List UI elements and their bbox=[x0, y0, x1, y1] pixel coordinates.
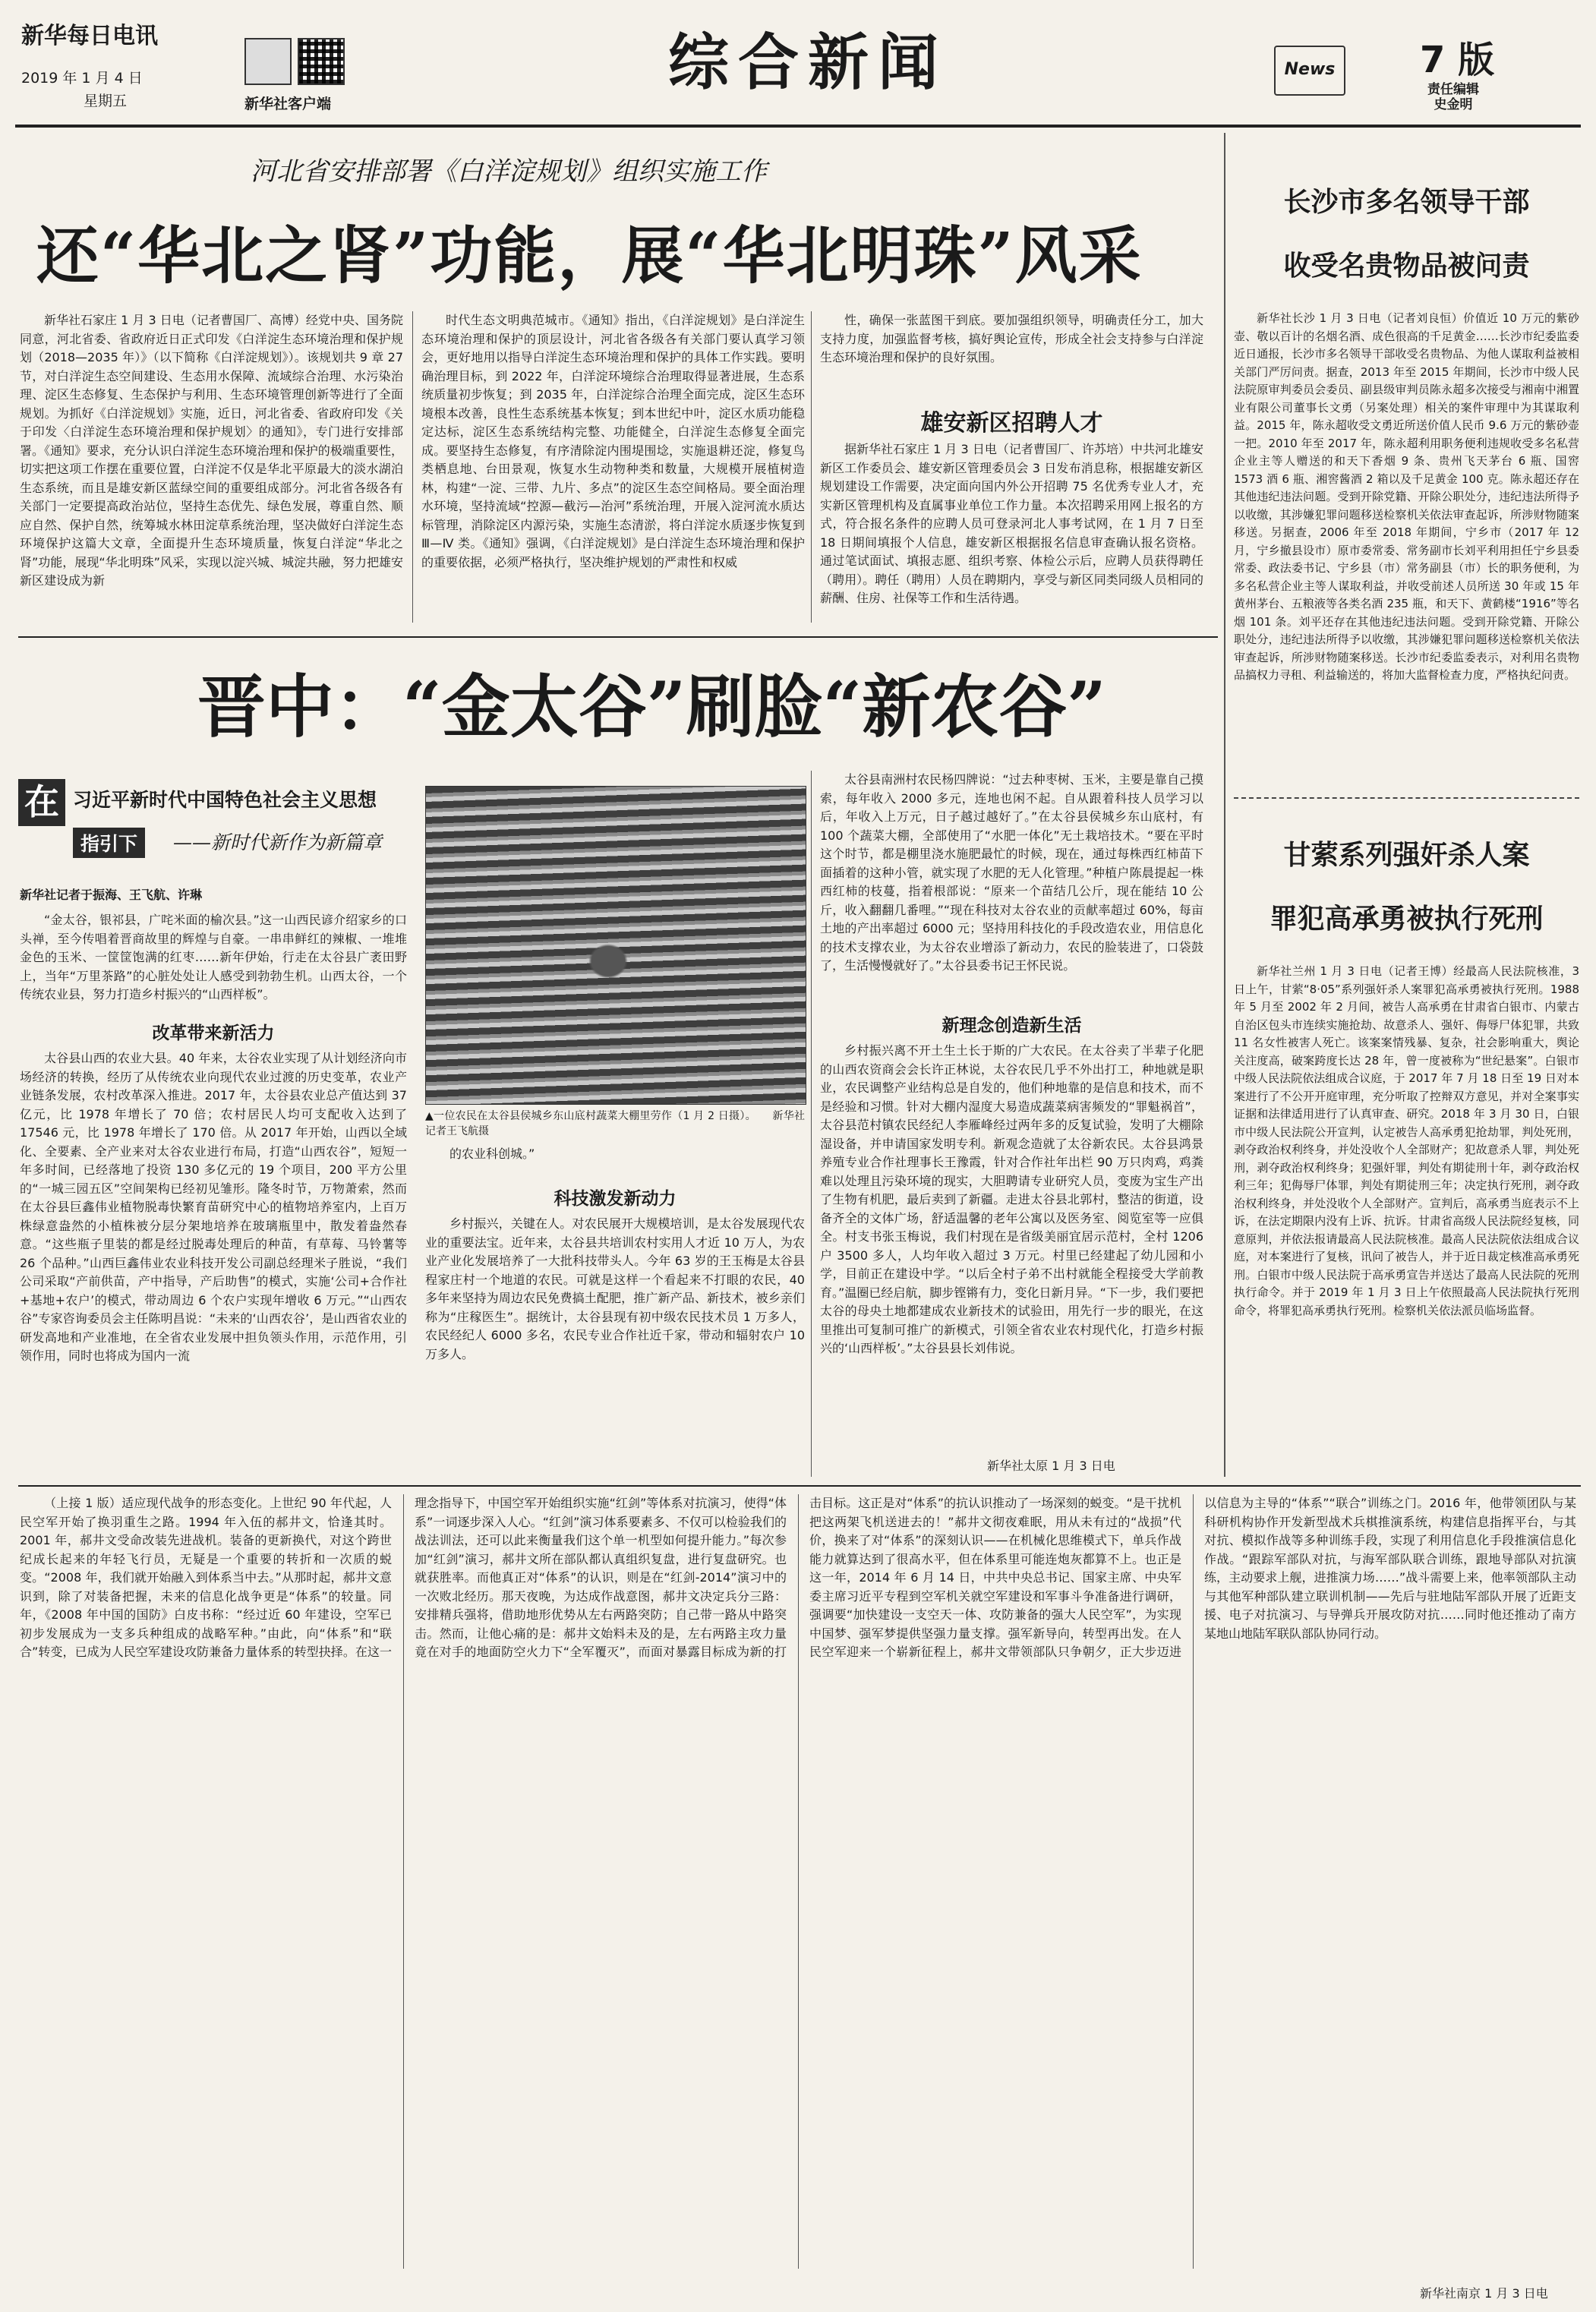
xiongan-headline: 雄安新区招聘人才 bbox=[920, 410, 1103, 437]
changsha-headline-1: 长沙市多名领导干部 bbox=[1283, 186, 1530, 218]
changsha-body: 新华社长沙 1 月 3 日电（记者刘良恒）价值近 10 万元的紫砂壶、敬以百计的名烟名酒、成色很高的千足黄金……长沙市纪委监委近日通报，长沙市多名领导干部收受名贵物品、为他人谋取利益被相关部门严厉问责。据查，2013 年至 2015 年期间，长沙市中级人民法院原审判委员会委员、副县级审判员陈永超多次接受与湘南中湘置业有限公司董事长文勇（另案处理）相关的案件审理中为其谋取利益。2015 年，陈永超收受文勇近所送价值人民币 9.6 万元的紫砂壶一把。2010 年至 2017 年，陈永超利用职务便利违规收受多名私营企业主等人赠送的和天下香烟 9 条、贵州飞天茅台 6 瓶、国窖 1573 酒 6 瓶、湘窖酱酒 2 箱以及千足黄金 100 克。陈永超还存在其他违纪违法问题。受到开除党籍、开除公职处分，违纪违法所得予以收缴，其涉嫌犯罪问题移送检察机关依法审查起诉，所涉财物随案移送。另据查，2006 年至 2018 年期间，宁乡市（2017 年 12 月，宁乡撤县设市）原市委常委、常务副市长刘平利用担任宁乡县委常委、政法委书记、宁乡县（市）常务副县（市）长的职务便利，为多名私营企业主等人谋取利益，并收受前述人员所送 30 年或 15 年黄州茅台、五粮液等各类名酒 235 瓶，和天下、黄鹤楼“1916”等名烟 101 条。刘平还存在其他违纪违法问题。受到开除党籍、开除公职处分，违纪违法所得予以收缴，其涉嫌犯罪问题移送检察机关依法审查起诉，所涉财物随案移送。长沙市纪委监委表示，对利用名贵物品搞权力寻租、利益输送的，将加大监督检查力度，严格执纪问责。 bbox=[1234, 311, 1579, 682]
news-logo-icon: News bbox=[1274, 46, 1345, 96]
jinzhong-intro: “金太谷，银祁县，广咤米面的榆次县。”这一山西民谚介绍家乡的口头禅，至今传唱着晋商故里的辉煌与自豪。一串串鲜红的辣椒、一堆堆金色的玉米、一筐筐饱满的红枣……新年伊始，行走在太谷县广袤田野上，当年“万里茶路”的心脏处处让人感受到勃勃生机。山西太谷，一个传统农业县，努力打造乡村振兴的“山西样板”。 bbox=[20, 913, 407, 1001]
lead-col-1: 新华社石家庄 1 月 3 日电（记者曹国厂、高博）经党中央、国务院同意，河北省委、省政府近日正式印发《白洋淀生态环境治理和保护规划（2018—2035 年）》（以下简称《白洋淀规划》）。该规划共 9 章 27 节，对白洋淀生态空间建设、生态用水保障、流域综合治理、水污染治理、淀区生态修复、生态保护与利用、生态环境管理创新等进行了全面规划。为抓好《白洋淀规划》实施，近日，河北省委、省政府印发《关于印发〈白洋淀生态环境治理和保护规划〉的通知》，专门进行安排部署。《通知》要求，充分认识白洋淀生态环境治理和保护的极端重要性，切实把这项工作摆在重要位置，白洋淀不仅是华北平原最大的淡水湖泊生态系统，而且是雄安新区蓝绿空间的重要组成部分。河北省各级各有关部门一定要提高政治站位，坚持生态优先、绿色发展，尊重自然、顺应自然、保护自然，统筹城水林田淀草系统治理，坚决做好白洋淀生态环境保护这篇大文章，全面提升生态环境质量，恢复白洋淀“华北之肾”功能，展现“华北明珠”风采，实现以淀兴城、城淀共融，努力把雄安新区建设成为新 bbox=[20, 313, 403, 588]
lead-col-2: 时代生态文明典范城市。《通知》指出，《白洋淀规划》是白洋淀生态环境治理和保护的顶层设计，河北省各级各有关部门要认真学习领会，更好地用以指导白洋淀生态环境治理和保护的具体工作实践。要明确治理目标，到 2022 年，白洋淀环境综合治理取得显著进展，生态系统质量初步恢复；到 2035 年，白洋淀综合治理全面完成，淀区生态环境根本改善，良性生态系统基本恢复；到本世纪中叶，淀区水质功能稳定达标，淀区生态系统结构完整、功能健全，白洋淀生态修复全面完成。要坚持生态修复，有序清除淀内围堤围埝，实施退耕还淀，修复鸟类栖息地、台田景观，恢复水生动物种类和数量，大规模开展植树造林，构建“一淀、三带、九片、多点”的淀区生态空间格局。要全面治理水环境，坚持流域“控源—截污—治河”系统治理，开展入淀河流水质达标管理，消除淀区内源污染，实施生态清淤，将白洋淀水质逐步恢复到 Ⅲ—Ⅳ 类。《通知》强调，《白洋淀规划》是白洋淀生态环境治理和保护的重要依据，必须严格执行，坚决维护规划的严肃性和权威 bbox=[421, 313, 805, 569]
xiongan-body: 据新华社石家庄 1 月 3 日电（记者曹国厂、许苏培）中共河北雄安新区工作委员会、雄安新区管理委员会 3 日发布消息称，根据雄安新区规划建设工作需要，决定面向国内外公开招聘 75 名优秀专业人才，充实新区管理机构及直属事业单位工作力量。本次招聘采用网上报名的方式，符合报名条件的应聘人员可登录河北人事考试网，在 1 月 7 日至 18 日期间填报个人信息，雄安新区根据报名信息审查确认报名资格。通过笔试面试、填报志愿、组织考察、体检公示后，应聘人员获得聘任（聘用）。聘任（聘用）人员在聘期内，享受与新区同类同级人员相同的薪酬、住房、社保等工作和生活待遇。 bbox=[820, 442, 1203, 605]
jinzhong-col-3: 乡村振兴离不开土生土长于斯的广大农民。在太谷卖了半辈子化肥的山西农资商会会长许正林说，太谷农民几乎不外出打工，种地就是职业，农民调整产业结构总是自发的，他们种地靠的是信息和技术，而不是经验和习惯。针对大棚内湿度大易造成蔬菜病害频发的“罪魁祸首”，太谷县范村镇农民经纪人李雁峰经过两年多的反复试验，发明了大棚除湿设备，并申请国家发明专利。新观念造就了太谷新农民。太谷县鸿景养殖专业合作社理事长王豫霞，针对合作社年出栏 90 万只肉鸡，鸡粪难以处理且污染环境的现实，大胆聘请专业研究人员，变废为宝生产出了生物有机肥，最后卖到了新疆。走进太谷县北郭村，整洁的街道，设备齐全的文体广场，舒适温馨的老年公寓以及医务室、阅览室等一应俱全。村支书张玉梅说，我们村现在是省级美丽宜居示范村，全村 1206 户 3500 多人，人均年收入超过 3 万元。村里已经建起了幼儿园和小学，目前正在建设中学。“以后全村子弟不出村就能全程接受大学前教育。”温圈已经启航，脚步铿锵有力，变化日新月异。“下一步，我们要把太谷的母央土地都建成农业新技术的试验田，用先行一步的眼光，在这里推出可复制可推广的新模式，引领全省农业农村现代化，打造乡村振兴的‘山西样板’。”太谷县县长刘伟说。 bbox=[820, 1043, 1203, 1355]
issue-date: 2019 年 1 月 4 日 bbox=[21, 70, 143, 87]
jinzhong-col-2: 乡村振兴，关键在人。对农民展开大规模培训，是太谷发展现代农业的重要法宝。近年来，太谷县共培训农村实用人才近 10 万人，为农业产业化发展培养了一大批科技带头人。今年 63 岁的王玉梅是太谷县程家庄村一个地道的农民。可就是这样一个看起来不打眼的农民，40 多年来坚持为周边农民免费搞土配肥，推广新产品、新技术，被乡亲们称为“庄稼医生”。据统计，太谷县现有初中级农民技术员 1 万多人，农民经纪人 6000 多名，农民专业合作社近千家，带动和辐射农户 10 万多人。 bbox=[425, 1216, 805, 1361]
issue-weekday: 星期五 bbox=[84, 93, 128, 109]
lead-col-3: 性，确保一张蓝图干到底。要加强组织领导，明确责任分工，加大支持力度，加强监督考核，搞好舆论宣传，形成全社会支持参与白洋淀生态环境治理和保护的良好氛围。 bbox=[820, 313, 1203, 364]
masthead-rule bbox=[15, 125, 1581, 128]
jinzhong-col-2-tail: 的农业科创城。” bbox=[449, 1147, 535, 1161]
jinzhong-dateline: 新华社太原 1 月 3 日电 bbox=[987, 1459, 1115, 1473]
jinzhong-col-1: 太谷县山西的农业大县。40 年来，太谷农业实现了从计划经济向市场经济的转换，经历了从传统农业向现代农业过渡的历史变革，农业产业链条发展，农村改革深入推进。2017 年，太谷县农业总产值达到 37 亿元，比 1978 年增长了 70 倍；农村居民人均可支配收入达到了 17546 元，比 1978 年增长了 170 倍。从 2017 年开始，山西以全域化、全要素、全产业来对太谷农业进行布局，打造“山西农谷”，短短一年多时间，已经落地了投资 130 多亿元的 19 个项目，200 平方公里的“一城三园五区”空间架构已经初见雏形。隆冬时节，万物萧索，然而在太谷县巨鑫伟业植物脱毒快繁育苗研究中心的植物培养室内，上百万株绿意盎然的小植株被分层分架地培养在玻璃瓶里中，散发着盎然春意。“这些瓶子里装的都是经过脱毒处理后的种苗，有草莓、马铃薯等 26 个品种。”山西巨鑫伟业农业科技开发公司副总经理米子胜说，“我们公司采取“产前供苗，产中指导，产后助售”的模式，实施‘公司+合作社+基地+农户’的模式，带动周边 6 个农户实现年增收 6 万元。”“山西农谷”专家咨询委员会主任陈明昌说：“未来的‘山西农谷’，是山西省农业的研发高地和产业准地，在全省农业发展中担负领头作用，示范作用，引领作用，同时也将成为国内一流 bbox=[20, 1051, 407, 1363]
series-banner-line-3: ——新时代新作为新篇章 bbox=[173, 831, 383, 853]
lead-kicker: 河北省安排部署《白洋淀规划》组织实施工作 bbox=[251, 156, 767, 187]
lead-bottom-rule bbox=[18, 636, 1218, 638]
jinzhong-byline: 新华社记者于振海、王飞航、许琳 bbox=[20, 888, 203, 902]
sidebar-rule bbox=[1224, 133, 1225, 1477]
series-banner-line-2: 指引下 bbox=[73, 828, 145, 858]
client-label: 新华社客户端 bbox=[244, 96, 332, 112]
series-banner-line-1: 习近平新时代中国特色社会主义思想 bbox=[73, 789, 377, 811]
lead-headline: 还“华北之肾”功能，展“华北明珠”风采 bbox=[36, 219, 1143, 292]
jinzhong-headline: 晋中：“金太谷”刷脸“新农谷” bbox=[197, 667, 1107, 747]
col-rule bbox=[811, 311, 812, 623]
series-banner-char: 在 bbox=[18, 779, 65, 826]
page-number: 7 版 bbox=[1420, 39, 1495, 81]
editor-name: 史金明 bbox=[1434, 97, 1473, 112]
section-title: 综合新闻 bbox=[668, 27, 948, 98]
farm-photo bbox=[425, 786, 806, 1105]
continuation-dateline: 新华社南京 1 月 3 日电 bbox=[1420, 2286, 1548, 2301]
jinzhong-subhead-3: 新理念创造新生活 bbox=[942, 1015, 1082, 1036]
changsha-headline-2: 收受名贵物品被问责 bbox=[1283, 250, 1530, 282]
editor-role: 责任编辑 bbox=[1427, 82, 1479, 97]
sidebar-divider bbox=[1234, 797, 1579, 799]
lower-section-rule bbox=[18, 1485, 1581, 1487]
jinzhong-subhead-2: 科技激发新动力 bbox=[554, 1188, 677, 1209]
jinzhong-col-3-top: 太谷县南洲村农民杨四牌说：“过去种枣树、玉米，主要是靠自己摸索，每年收入 2000 多元，连地也闲不起。自从跟着科技人员学习以后，年收入上万元，日子越过越好了。”在太谷县侯城乡东山底村，有 100 个蔬菜大棚，全部使用了“水肥一体化”无土栽培技术。“要在平时这个时节，都是棚里浇水施肥最忙的时候，现在，通过每株西红柿苗下面插着的这种小管，就实现了水肥的无人化管理。”种植户陈晨提起一株西红柿的枝蔓，指着根部说：“原来一个苗结几公斤，现在能结 10 公斤，收入翻翻几番哩。”“现在科技对太谷农业的贡献率超过 60%，每亩土地的产出率超过 6000 元；坚持用科技化的手段改造农业，用信息化的技术支撑农业，为太谷农业增添了新动力，农民的脸装进了，口袋鼓了，生活慢慢就好了。”太谷县委书记王怀民说。 bbox=[820, 772, 1203, 973]
jinzhong-subhead-1: 改革带来新活力 bbox=[152, 1023, 275, 1043]
col-rule bbox=[412, 311, 413, 623]
gansu-headline-1: 甘萦系列强奸杀人案 bbox=[1283, 839, 1530, 871]
newspaper-brand: 新华每日电讯 bbox=[21, 23, 158, 49]
xinhua-client-logo-icon bbox=[244, 38, 292, 85]
gansu-headline-2: 罪犯高承勇被执行死刑 bbox=[1270, 903, 1544, 935]
gansu-body: 新华社兰州 1 月 3 日电（记者王博）经最高人民法院核准，3 日上午，甘萦“8·05”系列强奸杀人案罪犯高承勇被执行死刑。1988 年 5 月至 2002 年 2 月间，被告人高承勇在甘肃省白银市、内蒙古自治区包头市连续实施抢劫、故意杀人、强奸、侮辱尸体犯罪，共致 11 名女性被害人死亡。该案案情残暴、复杂，社会影响重大，舆论关注度高，破案跨度长达 28 年，曾一度被称为“世纪悬案”。白银市中级人民法院依法组成合议庭，于 2017 年 7 月 18 日至 19 日对本案进行了不公开开庭审理，充分听取了控辩双方意见，并对全案事实证据和法律适用进行了认真审查、研究。2018 年 3 月 30 日，白银市中级人民法院公开宣判，认定被告人高承勇犯抢劫罪，判处死刑，剥夺政治权利终身，并处没收个人全部财产；犯故意杀人罪，判处死刑，剥夺政治权利终身；犯强奸罪，判处有期徒刑十年，剥夺政治权利三年；犯侮辱尸体罪，判处有期徒刑三年；决定执行死刑，剥夺政治权利终身，并处没收个人全部财产。宣判后，高承勇当庭表示不上诉，在法定期限内没有上诉、抗诉。甘肃省高级人民法院经复核，同意原判，并依法报请最高人民法院核准。最高人民法院依法组成合议庭，对本案进行了复核，讯问了被告人，并于近日裁定核准高承勇死刑。白银市中级人民法院于高承勇宣告并送达了最高人民法院的死刑执行命令。并于 2019 年 1 月 3 日上午依照最高人民法院执行死刑命令，将罪犯高承勇执行死刑。检察机关依法派员临场监督。 bbox=[1234, 964, 1579, 1317]
photo-caption: ▲一位农民在太谷县侯城乡东山底村蔬菜大棚里劳作（1 月 2 日摄）。 新华社记者王飞航摄 bbox=[425, 1110, 805, 1137]
editor-credit bbox=[1427, 82, 1479, 112]
qr-code-icon[interactable] bbox=[298, 38, 345, 85]
continuation-story: （上接 1 版）适应现代战争的形态变化。上世纪 90 年代起，人民空军开始了换羽重生之路。1994 年入伍的郝井文，恰逢其时。2001 年，郝井文受命改装先进战机。装备的更新换代，对这个跨世纪成长起来的年轻飞行员，无疑是一个重要的转折和一次质的蜕变。“2008 年，我们就开始融入到体系当中去。”从那时起，郝井文意识到，除了对装备把握，未来的信息化战争更是“体系”的较量。同年，《2008 年中国的国防》白皮书称：“经过近 60 年建设，空军已初步发展成为一支多兵种组成的战略军种。”由此，向“体系”和“联合”转变，已成为人民空军建设攻防兼备力量体系的转型抉择。在这一理念指导下，中国空军开始组织实施“红剑”等体系对抗演习，使得“体系”一词逐步深入人心。“红剑”演习体系要素多、不仅可以检验我们的战法训法，还可以此来衡量我们这个单一机型如何提升能力。”每次参加“红剑”演习，郝井文所在部队都认真组织复盘，进行复盘研究。也就获胜率。而他真正对“体系”的认识，则是在“红剑-2014”演习中的一次败北经历。那天夜晚，为达成作战意图，郝井文决定兵分三路：安排精兵强将，借助地形优势从左右两路突防；自己带一路从中路突击。然而，让他心痛的是：郝井文始料未及的是，左右两路主攻力量竟在对手的地面防空火力下“全军覆灭”，而面对暴露目标成为新的打击目标。这正是对“体系”的抗认识推动了一场深刻的蜕变。“是干扰机把这两架飞机送进去的！”郝井文彻夜难眠，用从未有过的“战损”代价，换来了对“体系”的深刻认识——在机械化思维模式下，单兵作战能力就算达到了很高水平，但在体系里可能连炮灰都算不上。也正是这一年，2014 年 6 月 14 日，中共中央总书记、国家主席、中央军委主席习近平专程到空军机关就空军建设和军事斗争准备进行调研，强调要“加快建设一支空天一体、攻防兼备的强大人民空军”，为实现中国梦、强军梦提供坚强力量支撑。强军新导向，转型再出发。在人民空军迎来一个崭新征程上，郝井文带领部队只争朝夕，正大步迈进以信息为主导的“体系”“联合”训练之门。2016 年，他带领团队与某科研机构协作开发新型战术兵棋推演系统，构建信息指挥平台，与其对抗、模拟作战等多种训练手段，实现了利用信息化手段推演信息化作战。“跟踪军部队对抗，与海军部队联合训练，跟地导部队对抗演练，主动要求上舰，进推演力场……”战斗需要上来，他率领部队主动与其他军种部队建立联训机制——先后与驻地陆军部队开展了近距支援、电子对抗演习、与导弹兵开展攻防对抗……同时他还推动了南方某地山地陆军联队部队协同行动。 bbox=[20, 1496, 1576, 1659]
col-rule bbox=[811, 771, 812, 1477]
